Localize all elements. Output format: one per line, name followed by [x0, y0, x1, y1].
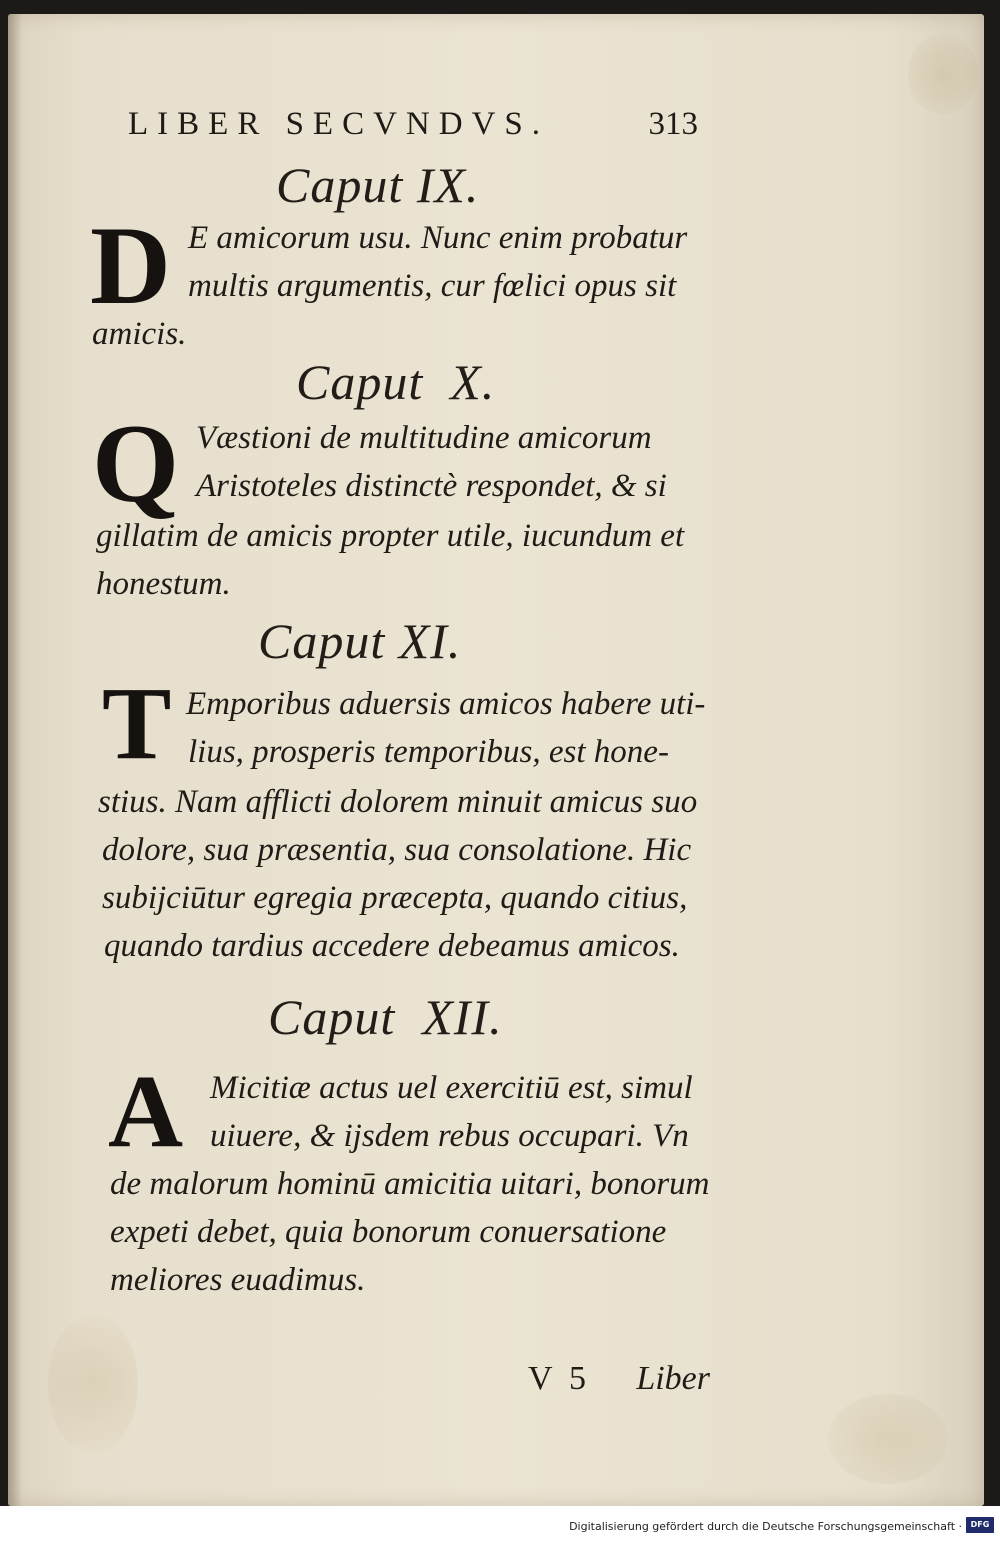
page-header — [128, 102, 698, 146]
chapter-title: Caput X. — [296, 354, 496, 410]
text-line: meliores euadimus. — [110, 1262, 366, 1298]
text-line: expeti debet, quia bonorum conuersatione — [110, 1214, 667, 1250]
text-line: lius, prosperis temporibus, est hone- — [188, 734, 669, 770]
text-line: stius. Nam afflicti dolorem minuit amicus suo — [98, 784, 698, 820]
running-head: LIBER SECVNDVS. — [128, 106, 550, 142]
catch-line — [528, 1356, 710, 1402]
funding-credit: Digitalisierung gefördert durch die Deutsche Forschungsgemeinschaft · — [569, 1520, 962, 1533]
paper-stain — [828, 1394, 948, 1484]
text-line: quando tardius accedere debeamus amicos. — [104, 928, 680, 964]
text-line: Micitiæ actus uel exercitiū est, simul — [210, 1070, 693, 1106]
chapter-title: Caput XII. — [268, 989, 503, 1045]
page-number: 313 — [648, 106, 698, 142]
text-line: amicis. — [92, 316, 187, 352]
chapter-title: Caput IX. — [276, 157, 480, 213]
text-line: Væstioni de multitudine amicorum — [196, 420, 652, 456]
text-line: de malorum hominū amicitia uitari, bonorum — [110, 1166, 710, 1202]
signature-mark: V 5 — [528, 1360, 586, 1397]
paper-stain — [48, 1314, 138, 1454]
text-line: uiuere, & ijsdem rebus occupari. Vn — [210, 1118, 689, 1154]
digitization-footer — [0, 1506, 1000, 1552]
paper-stain — [908, 34, 978, 114]
catchword: Liber — [636, 1360, 710, 1397]
text-line: honestum. — [96, 566, 231, 602]
text-line: E amicorum usu. Nunc enim probatur — [188, 220, 688, 256]
chapter-title: Caput XI. — [258, 613, 462, 669]
page-gutter-shadow — [8, 14, 22, 1506]
dfg-logo: DFG — [966, 1517, 994, 1533]
drop-cap: D — [90, 204, 171, 328]
text-line: subijciūtur egregia præcepta, quando citius, — [102, 880, 688, 916]
text-line: dolore, sua præsentia, sua consolatione. Hic — [102, 832, 692, 868]
text-line: gillatim de amicis propter utile, iucundum et — [96, 518, 685, 554]
text-line: Emporibus aduersis amicos habere uti- — [186, 686, 706, 722]
text-line: multis argumentis, cur fœlici opus sit — [188, 268, 677, 304]
drop-cap: A — [108, 1054, 184, 1169]
drop-cap: T — [102, 666, 172, 781]
text-line: Aristoteles distinctè respondet, & si — [196, 468, 667, 504]
drop-cap: Q — [92, 402, 180, 526]
